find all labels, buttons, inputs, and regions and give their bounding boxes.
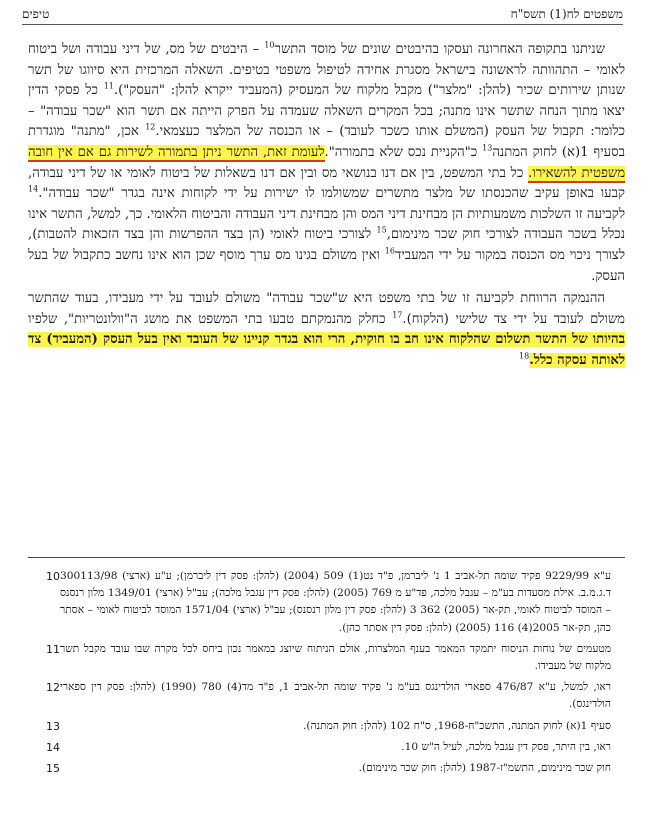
footnote-number: 13 [46,719,60,733]
footnote-text: ע"א 9229/99 פקיד שומה תל-אביב 1 נ' ליברמן, פ"ד נט(1) 509 (2004) (להלן: פסק דין ליברמן); ע"ע (ארצי) 300113/98 ד.ג.מ.ב. אילת מסעדות בע"מ – עגבל מלכה, פד"ע מ 769 (2005) (להלן: פסק דין עגבל מלכה); עב"ל (ארצי) 1349/01 מלון רנסנס – המוסד לביטוח לאומי, תק-אר (2005) 362 3 (להלן: פסק דין מלון רנסנס); עב"ל (ארצי) 1571/04 המוסד לביטוח לאומי – אסתר כהן, תק-אר 2005(4) 116 (2005) (להלן: פסק דין אסתר כהן). [60,570,611,634]
text-run: ההנמקה הרווחת לקביעה זו של בתי משפט היא ש"שכר עבודה" משולם לעובד על ידי מעבידו, בעוד שהתשר משולם לעובד על ידי צד שלישי (הלקוח). [28,291,625,327]
text-run: כ"הקניית נכס שלא בתמורה". [324,144,483,160]
footnote-number: 14 [46,740,60,754]
header-journal-title: משפטים לח(1) תשס"ח [510,6,623,21]
text-run: – היבטים של מס, של דיני עבודה ושל ביטוח לאומי – התהוותה לראשונה בישראל מסגרת אחידה לטיפול משפטי בטיפים. השאלה המרכזית היא סיווגו של תשר שנותן שירותים שכיר (להלן: "מלצר") מקבל מלקוח של המעסיק (המעביד ייקרא להלן: "העסק"). [28,42,625,99]
footnote-number: 10 [46,570,60,583]
footnote [28,718,625,735]
text-run: כחלק מהנמקתם טבעו בתי המשפט את מושג ה"וולונטריות", שלפיו [28,311,393,327]
header-article-title: טיפים [22,6,50,21]
footnote-ref: 18 [519,351,530,361]
text-run: כל בתי המשפט, בין אם דנו בנושאי מס ובין אם דנו בשאלות של ביטוח לאומי או של דיני עבודה, קבעו באופן עקיב שהכנסתו של מלצר מתשרים שמשולמו לו ישירות על ידי לקוחות אינה בגדר "שכר עבודה". [28,165,625,202]
footnote-ref: 12 [145,122,156,132]
body-paragraph [28,289,625,371]
footnote-number: 15 [46,762,60,776]
footnote-ref: 14 [28,184,39,194]
text-run: לצורכי ביטוח לאומי (הן בצד ההפרשות והן בצד הזכאות להטבות), לצורך ניכוי מס הכנסה במקור על ידי המעביד [28,227,625,263]
footnote [28,679,625,713]
footnote [28,760,625,777]
footnote-text: ראו, למשל, ע"א 476/87 ספארי הולדינגס בע"מ נ' פקיד שומה תל-אביב 1, פ"ד מד(4) 780 (1990) (להלן: פסק דין ספארי הולדינגס). [60,681,611,711]
footnote-ref: 13 [482,143,493,153]
footnote-separator [28,557,625,558]
text-run: ואין משולם בגינו מס ערך מוסף שכן הוא אינו נחשב כתקבול של בעל העסק. [28,247,625,284]
footnote-ref: 10 [264,40,275,50]
footnote [28,739,625,756]
header-rule [22,24,623,25]
text-run: אכן, "מתנה" מוגדרת בסעיף 1(א) לחוק המתנה [28,124,626,160]
body-paragraph [28,40,625,287]
highlighted-sentence: לעומת זאת, התשר ניתן בתמורה לשירות גם אם אין חובה משפטית להשאירו. [28,144,626,181]
text-run: לקביעה זו השלכות משמעותיות הן מבחינת דיני המס והן מבחינת דיני העבודה והביטוח הלאומי. כך, למשל, התשר אינו נכלל בשכר העבודה לצורכי חוק שכר מינימום, [28,206,625,243]
footnote [28,641,625,675]
footnote-number: 11 [46,642,60,656]
text-run: שניתנו בתקופה האחרונה ועסקו בהיבטים שונים של מוסד התשר [274,42,605,57]
footnote-ref: 11 [103,81,114,91]
footnote-text: חוק שכר מינימום, התשמ"ז-1987 (להלן: חוק שכר מינימום). [358,762,611,775]
footnote [28,568,625,637]
text-run: כל פסקי הדין יצאו מתוך הנחה שתשר אינו מתנה; בכל המקרים השאלה שעמדה על הפרק הייתה אם תשר הוא "שכר עבודה" – כלומר: תקבול של העסק (המשלם אותו כשכר לעובד) – או הכנסה של המלצר כעצמאי. [28,83,626,140]
footnote-text: ראו, בין היתר, פסק דין עגבל מלכה, לעיל ה"ש 10. [401,740,611,753]
article-body [28,40,625,372]
footnotes-section [28,568,625,781]
footnote-number: 12 [46,681,60,695]
footnote-ref: 15 [376,225,387,235]
running-header [22,6,623,22]
footnote-text: מטעמים של נוחות הניסוח יתמקד המאמר בענף המלצרות, אולם הניתוח שיוצג במאמר נכון ביחס לכל מקרה שבו עובד מקבל תשר מלקוח של מעבידו. [60,642,611,673]
footnote-ref: 16 [384,246,395,256]
highlighted-sentence: בהיותו של התשר תשלום שהלקוח אינו חב בו חוקית, הרי הוא בגדר קניינו של העובד ואין בעל העסק (המעביד) צד לאותה עסקה כלל. [28,332,625,368]
footnote-text: סעיף 1(א) לחוק המתנה, התשכ"ח-1968, ס"ח 102 (להלן: חוק המתנה). [303,719,611,732]
footnote-ref: 17 [392,310,403,320]
